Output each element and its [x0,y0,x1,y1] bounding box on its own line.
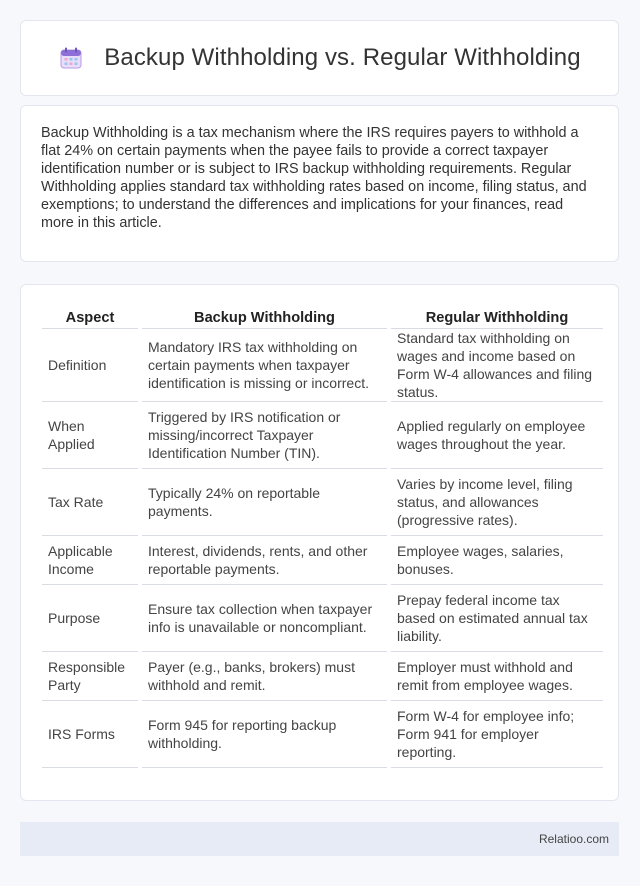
header-backup: Backup Withholding [142,301,387,329]
cell-backup: Form 945 for reporting backup withholding. [142,701,387,768]
page-title: Backup Withholding vs. Regular Withholding [104,44,581,71]
cell-backup: Mandatory IRS tax withholding on certain payments when taxpayer identification is missing or incorrect. [142,329,387,402]
cell-regular: Varies by income level, filing status, and allowances (progressive rates). [391,469,603,536]
cell-aspect: Responsible Party [42,652,138,701]
table-row [42,402,603,469]
cell-aspect: Tax Rate [42,469,138,536]
calendar-icon [58,45,84,71]
cell-regular: Employee wages, salaries, bonuses. [391,536,603,585]
title-card [20,20,619,96]
cell-aspect: Purpose [42,585,138,652]
intro-card [20,105,619,262]
cell-regular: Applied regularly on employee wages throughout the year. [391,402,603,469]
table-row [42,652,603,701]
cell-aspect: Definition [42,329,138,402]
table-row [42,329,603,402]
table-row [42,536,603,585]
cell-backup: Payer (e.g., banks, brokers) must withhold and remit. [142,652,387,701]
cell-regular: Standard tax withholding on wages and income based on Form W-4 allowances and filing status. [391,329,603,402]
table-row [42,585,603,652]
cell-backup: Ensure tax collection when taxpayer info is unavailable or noncompliant. [142,585,387,652]
header-regular: Regular Withholding [391,301,603,329]
cell-aspect: Applicable Income [42,536,138,585]
intro-text: Backup Withholding is a tax mechanism where the IRS requires payers to withhold a flat 24% on certain payments when the payee fails to provide a correct taxpayer identification number or is subject to IRS backup withholding requirements. Regular Withholding applies standard tax withholding rates based on income, filing status, and exemptions; to understand the differences and implications for your finances, read more in this article. [41,125,587,231]
footer [20,822,619,856]
comparison-table-card [20,284,619,801]
table-header-row [42,301,603,329]
header-aspect: Aspect [42,301,138,329]
cell-backup: Typically 24% on reportable payments. [142,469,387,536]
cell-regular: Prepay federal income tax based on estimated annual tax liability. [391,585,603,652]
footer-brand: Relatioo.com [538,832,609,846]
comparison-table [38,301,607,768]
cell-regular: Form W-4 for employee info; Form 941 for employer reporting. [391,701,603,768]
table-row [42,701,603,768]
table-row [42,469,603,536]
cell-aspect: IRS Forms [42,701,138,768]
cell-regular: Employer must withhold and remit from employee wages. [391,652,603,701]
cell-aspect: When Applied [42,402,138,469]
cell-backup: Interest, dividends, rents, and other reportable payments. [142,536,387,585]
cell-backup: Triggered by IRS notification or missing/incorrect Taxpayer Identification Number (TIN). [142,402,387,469]
